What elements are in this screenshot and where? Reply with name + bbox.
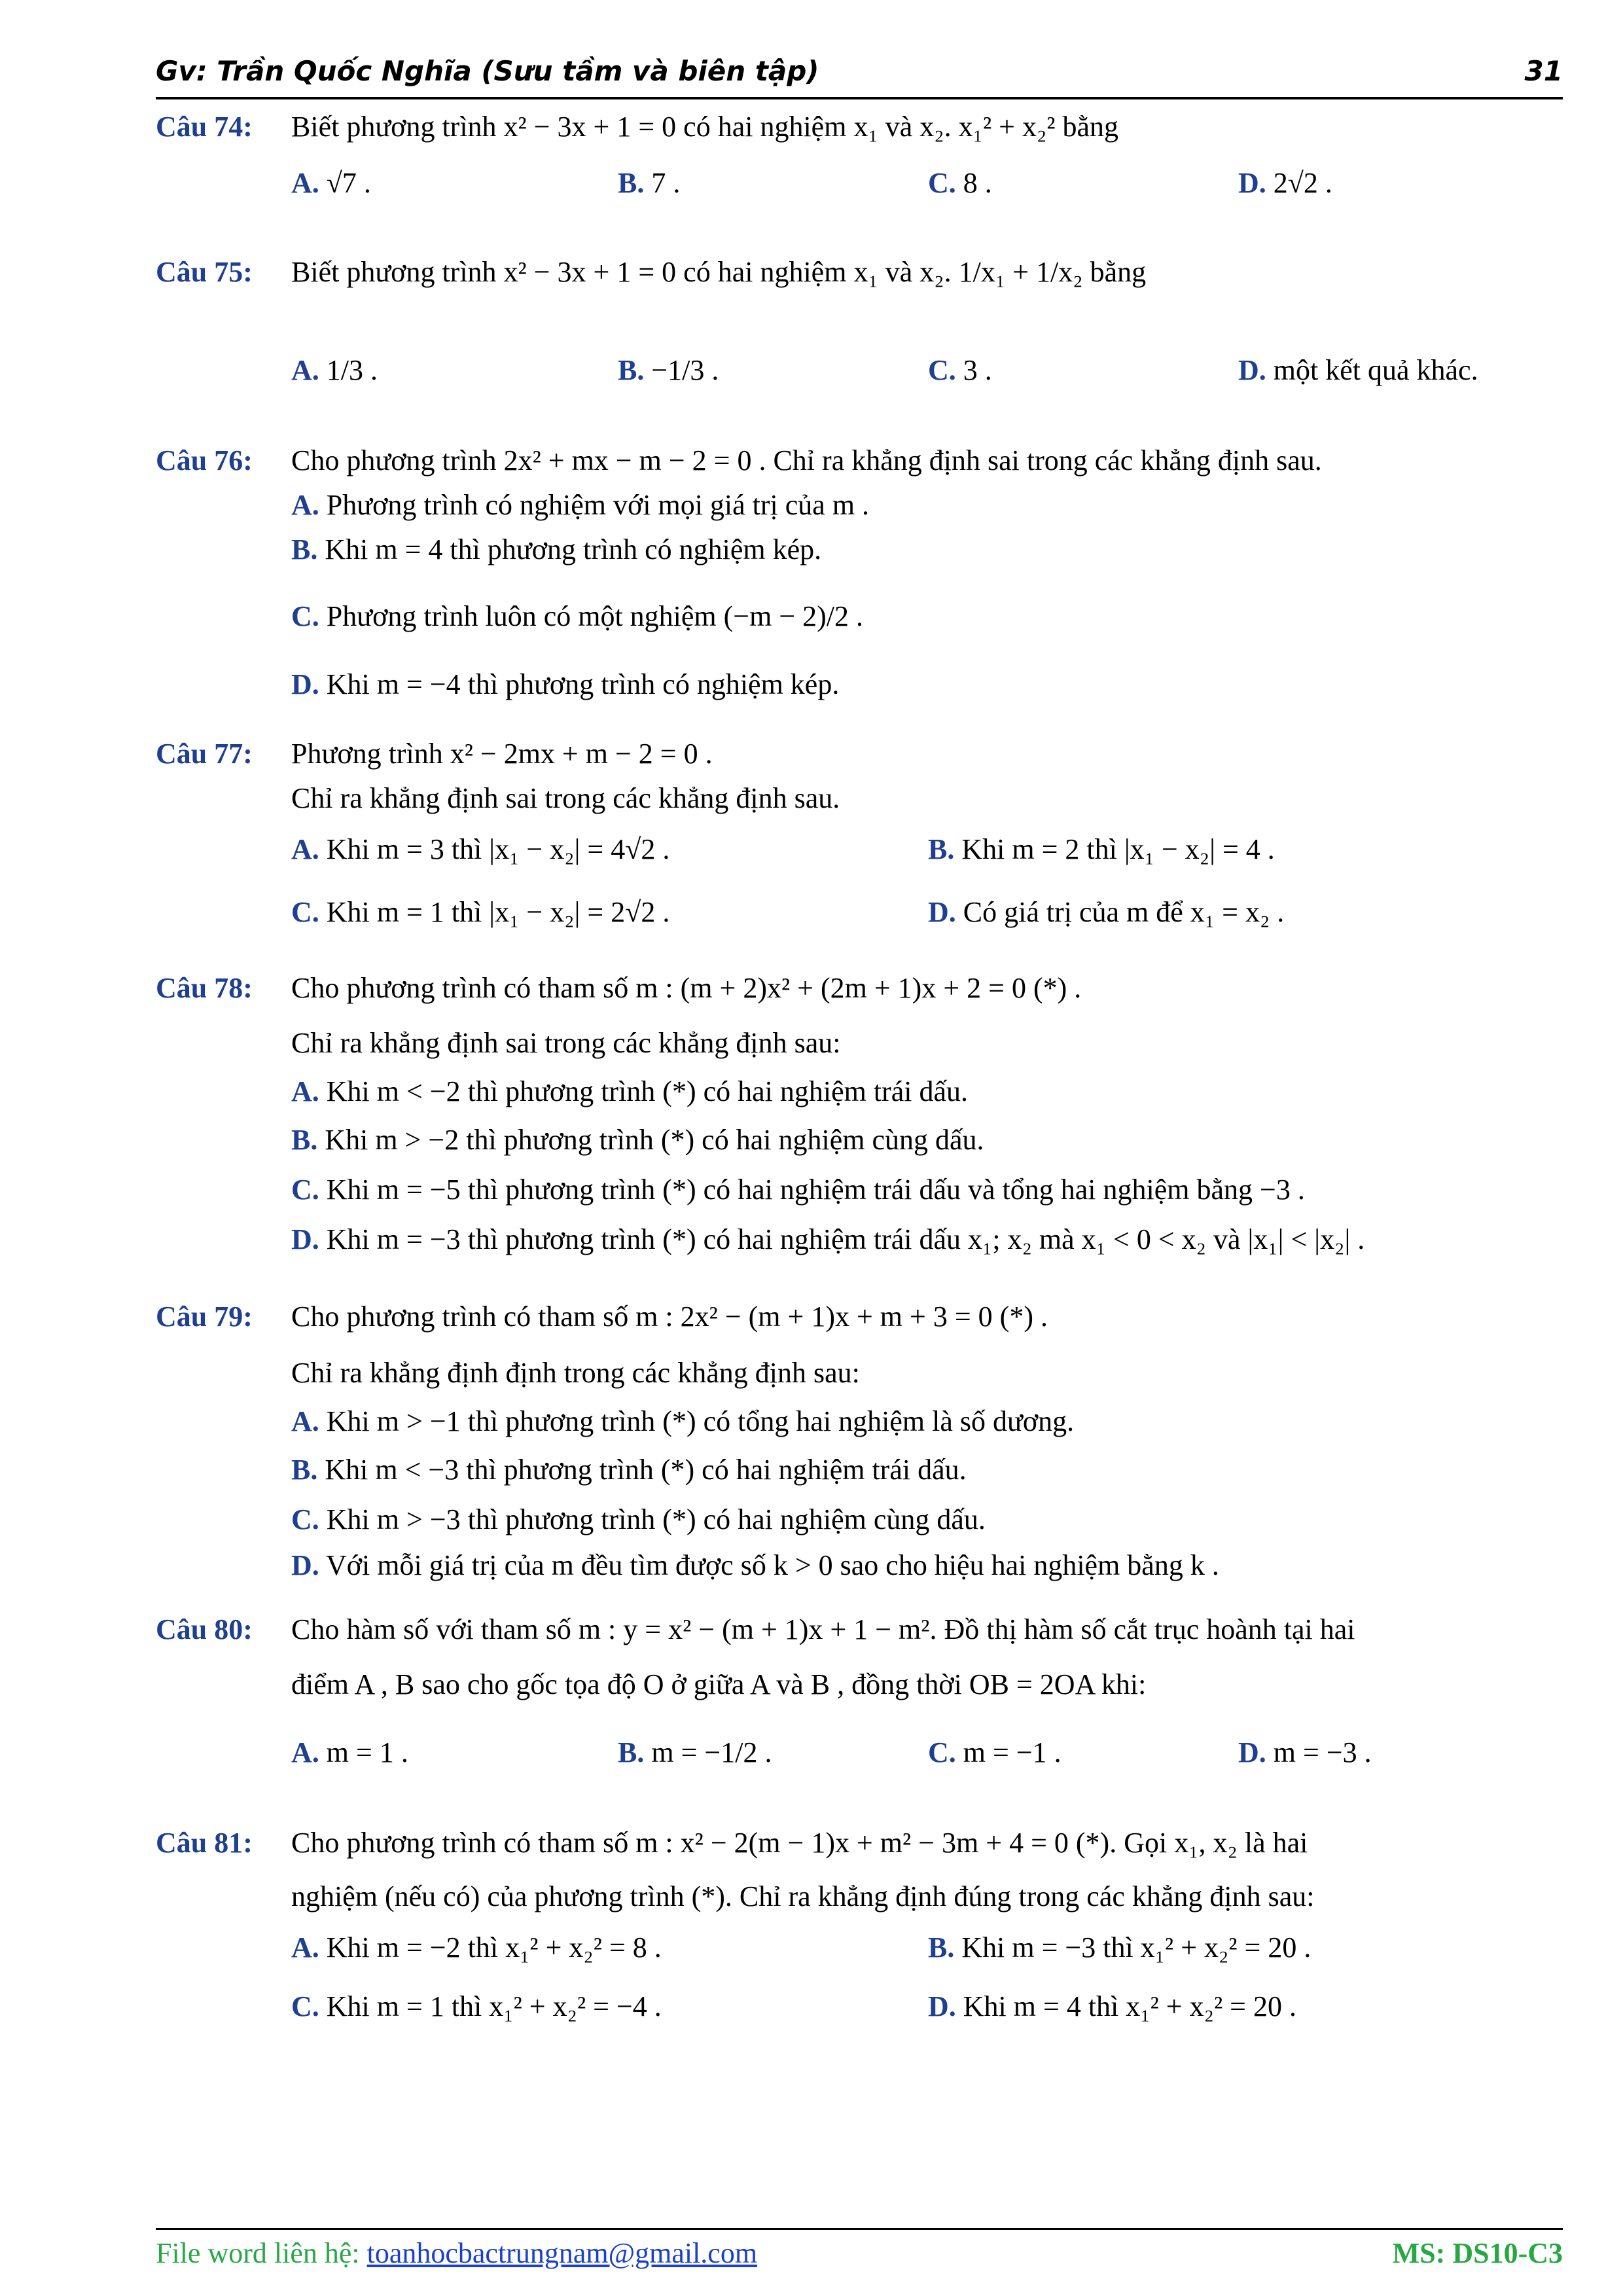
header-page-number: 31 xyxy=(1524,55,1563,87)
question-text: Cho hàm số với tham số m : y = x² − (m + 1)x + 1 − m². Đồ thị hàm số cắt trục hoành tại hai xyxy=(291,1613,1355,1645)
question-77-line2: Chỉ ra khẳng định sai trong các khẳng định sau. xyxy=(291,782,840,814)
q79-option-d: D. Với mỗi giá trị của m đều tìm được số k > 0 sao cho hiệu hai nghiệm bằng k . xyxy=(291,1549,1219,1581)
header-author: Gv: Trần Quốc Nghĩa (Sưu tầm và biên tập) xyxy=(156,55,819,87)
question-label: Câu 78: xyxy=(156,972,253,1004)
footer-code: MS: DS10-C3 xyxy=(1392,2237,1563,2269)
q75-option-b: B. −1/3 . xyxy=(618,354,719,386)
q76-option-a: A. Phương trình có nghiệm với mọi giá trị của m . xyxy=(291,489,870,521)
question-text: Cho phương trình 2x² + mx − m − 2 = 0 . Chỉ ra khẳng định sai trong các khẳng định sau. xyxy=(291,444,1322,476)
question-78 xyxy=(156,971,1563,1005)
question-label: Câu 74: xyxy=(156,111,253,143)
footer-email-link[interactable]: toanhocbactrungnam@gmail.com xyxy=(366,2237,758,2269)
q77-option-b: B. Khi m = 2 thì |x₁ − x₂| = 4 . xyxy=(928,833,1275,865)
question-77 xyxy=(156,737,1563,771)
footer-contact xyxy=(156,2236,757,2270)
q78-option-d: D. Khi m = −3 thì phương trình (*) có hai nghiệm trái dấu x₁; x₂ mà x₁ < 0 < x₂ và |x₁| < |x₂| . xyxy=(291,1223,1365,1255)
q81-option-c: C. Khi m = 1 thì x₁² + x₂² = −4 . xyxy=(291,1990,662,2022)
q75-option-c: C. 3 . xyxy=(928,354,992,386)
q80-option-d: D. m = −3 . xyxy=(1238,1736,1372,1768)
question-80 xyxy=(156,1613,1563,1647)
q74-option-b: B. 7 . xyxy=(618,167,681,199)
question-text: Cho phương trình có tham số m : x² − 2(m − 1)x + m² − 3m + 4 = 0 (*). Gọi x₁, x₂ là hai xyxy=(291,1827,1308,1859)
q80-option-c: C. m = −1 . xyxy=(928,1736,1061,1768)
page-header xyxy=(156,51,1563,99)
q81-option-d: D. Khi m = 4 thì x₁² + x₂² = 20 . xyxy=(928,1990,1296,2022)
q77-option-c: C. Khi m = 1 thì |x₁ − x₂| = 2√2 . xyxy=(291,896,670,928)
question-78-line2: Chỉ ra khẳng định sai trong các khẳng định sau: xyxy=(291,1027,841,1059)
question-label: Câu 80: xyxy=(156,1613,253,1645)
question-text: Cho phương trình có tham số m : (m + 2)x² + (2m + 1)x + 2 = 0 (*) . xyxy=(291,972,1082,1004)
question-79 xyxy=(156,1300,1563,1334)
q79-option-a: A. Khi m > −1 thì phương trình (*) có tổng hai nghiệm là số dương. xyxy=(291,1405,1075,1437)
q81-option-a: A. Khi m = −2 thì x₁² + x₂² = 8 . xyxy=(291,1931,662,1964)
question-79-line2: Chỉ ra khẳng định định trong các khẳng định sau: xyxy=(291,1357,860,1389)
q76-option-d: D. Khi m = −4 thì phương trình có nghiệm kép. xyxy=(291,668,840,700)
q75-option-d: D. một kết quả khác. xyxy=(1238,354,1478,386)
q80-option-b: B. m = −1/2 . xyxy=(618,1736,772,1768)
q74-option-a: A. √7 . xyxy=(291,167,371,199)
question-76 xyxy=(156,444,1563,478)
question-75 xyxy=(156,255,1563,289)
q79-option-b: B. Khi m < −3 thì phương trình (*) có hai nghiệm trái dấu. xyxy=(291,1454,967,1486)
q77-option-d: D. Có giá trị của m để x₁ = x₂ . xyxy=(928,896,1285,928)
page-footer xyxy=(156,2228,1563,2269)
question-label: Câu 79: xyxy=(156,1300,253,1333)
q77-option-a: A. Khi m = 3 thì |x₁ − x₂| = 4√2 . xyxy=(291,833,670,865)
question-81 xyxy=(156,1826,1563,1860)
q75-option-a: A. 1/3 . xyxy=(291,354,378,386)
question-text: Biết phương trình x² − 3x + 1 = 0 có hai nghiệm x₁ và x₂. x₁² + x₂² bằng xyxy=(291,111,1119,143)
q78-option-b: B. Khi m > −2 thì phương trình (*) có hai nghiệm cùng dấu. xyxy=(291,1124,984,1156)
question-label: Câu 77: xyxy=(156,738,253,770)
q81-option-b: B. Khi m = −3 thì x₁² + x₂² = 20 . xyxy=(928,1931,1311,1964)
question-label: Câu 76: xyxy=(156,444,253,476)
q76-option-b: B. Khi m = 4 thì phương trình có nghiệm kép. xyxy=(291,533,822,565)
question-label: Câu 75: xyxy=(156,256,253,288)
footer-contact-label: File word liên hệ: xyxy=(156,2237,367,2269)
question-81-line2: nghiệm (nếu có) của phương trình (*). Chỉ ra khẳng định đúng trong các khẳng định sau: xyxy=(291,1880,1315,1912)
q74-option-c: C. 8 . xyxy=(928,167,992,199)
q78-option-c: C. Khi m = −5 thì phương trình (*) có hai nghiệm trái dấu và tổng hai nghiệm bằng −3 . xyxy=(291,1174,1305,1206)
q79-option-c: C. Khi m > −3 thì phương trình (*) có hai nghiệm cùng dấu. xyxy=(291,1503,986,1535)
question-text: Biết phương trình x² − 3x + 1 = 0 có hai nghiệm x₁ và x₂. 1/x₁ + 1/x₂ bằng xyxy=(291,256,1147,288)
q76-option-c: C. Phương trình luôn có một nghiệm (−m − 2)/2 . xyxy=(291,600,864,632)
q78-option-a: A. Khi m < −2 thì phương trình (*) có hai nghiệm trái dấu. xyxy=(291,1075,969,1107)
question-74 xyxy=(156,110,1563,144)
question-80-line2: điểm A , B sao cho gốc tọa độ O ở giữa A và B , đồng thời OB = 2OA khi: xyxy=(291,1668,1147,1700)
question-label: Câu 81: xyxy=(156,1827,253,1859)
q74-option-d: D. 2√2 . xyxy=(1238,167,1332,199)
question-text: Phương trình x² − 2mx + m − 2 = 0 . xyxy=(291,738,713,770)
question-text: Cho phương trình có tham số m : 2x² − (m + 1)x + m + 3 = 0 (*) . xyxy=(291,1300,1048,1333)
q80-option-a: A. m = 1 . xyxy=(291,1736,408,1768)
